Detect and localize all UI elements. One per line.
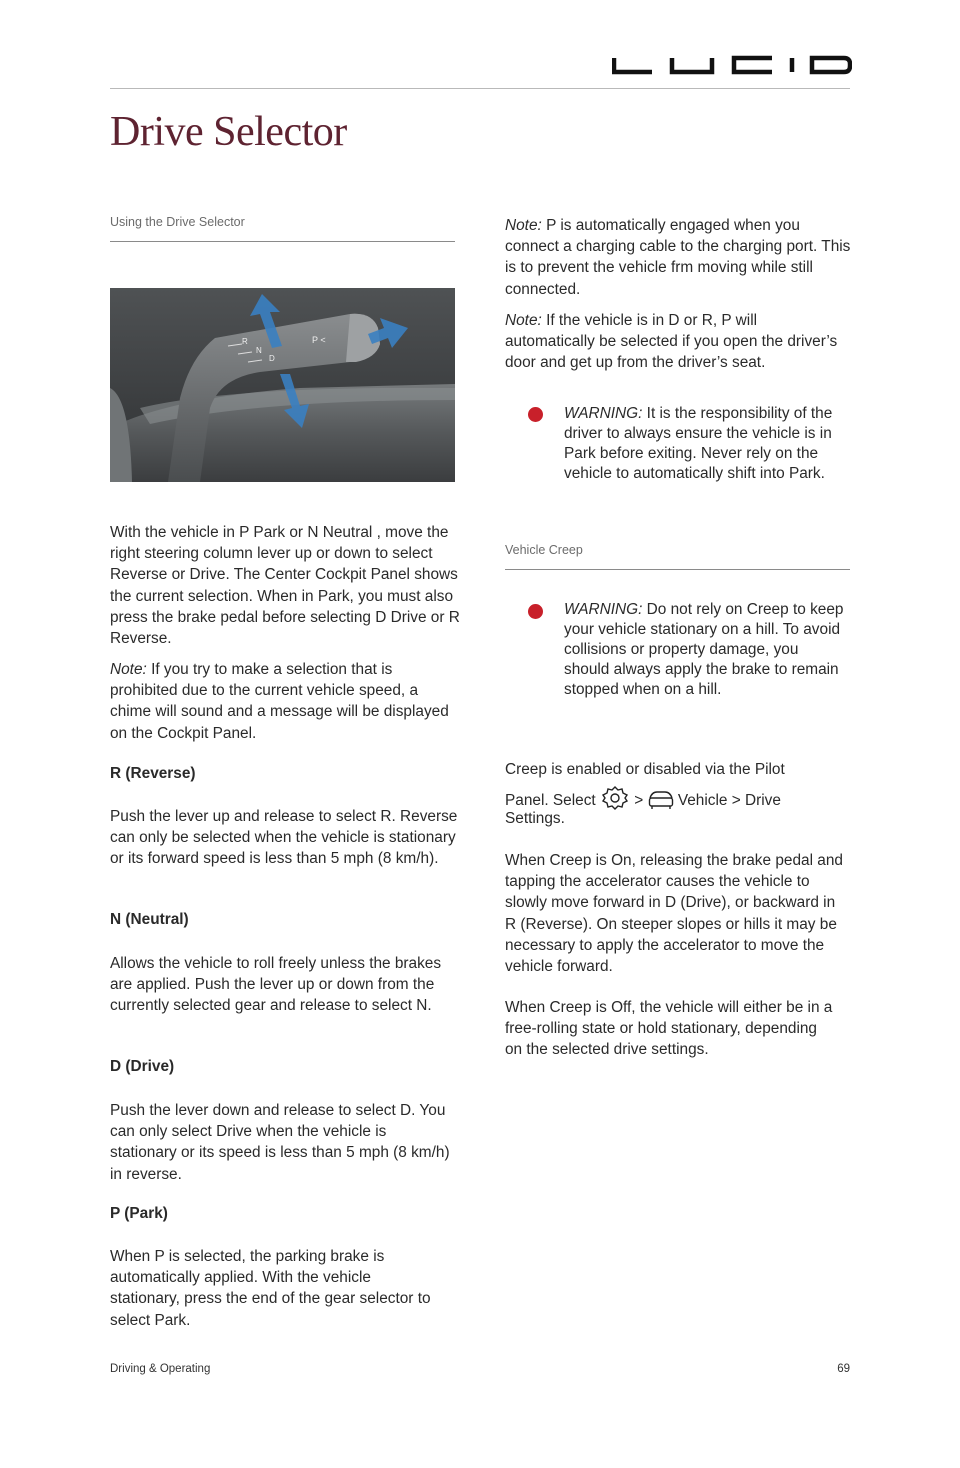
neutral-paragraph: Allows the vehicle to roll freely unless the brakes are applied. Push the lever up or down from the currently selected gear and release to select N. bbox=[110, 955, 442, 1015]
car-icon bbox=[648, 789, 674, 811]
section-label-using: Using the Drive Selector bbox=[110, 215, 245, 229]
creep-on-paragraph: When Creep is On, releasing the brake pedal and tapping the accelerator causes the vehicle to slowly move forward in D (Drive), or backward in R (Reverse). On steeper slopes or hills it may be necessary to apply the accelerator to move the vehicle forward. bbox=[505, 852, 843, 976]
page-title: Drive Selector bbox=[110, 109, 347, 155]
warning-icon bbox=[528, 407, 543, 422]
section-label-creep: Vehicle Creep bbox=[505, 543, 583, 557]
park-paragraph: When P is selected, the parking brake is automatically applied. With the vehicle stationary, press the end of the gear selector to select Park. bbox=[110, 1248, 431, 1329]
warning-creep: WARNING: Do not rely on Creep to keep your vehicle stationary on a hill. To avoid collisions or property damage, you should always apply the brake to remain stopped when on a hill. bbox=[564, 601, 844, 698]
page-number: 69 bbox=[837, 1363, 850, 1375]
gear-icon bbox=[600, 785, 630, 811]
note-door: Note: If the vehicle is in D or R, P will automatically be selected if you open the driver’s door and get up from the driver’s seat. bbox=[505, 312, 838, 372]
header-divider bbox=[110, 88, 850, 89]
lucid-logo bbox=[612, 50, 852, 80]
creep-line-2: Panel. Select > Vehicle > Drive bbox=[505, 785, 781, 811]
heading-neutral: N (Neutral) bbox=[110, 911, 189, 928]
gear-label-r: R bbox=[242, 337, 248, 346]
heading-drive: D (Drive) bbox=[110, 1058, 175, 1075]
creep-off-paragraph: When Creep is Off, the vehicle will either be in a free-rolling state or hold stationary, depending on the selected drive settings. bbox=[505, 999, 833, 1059]
drive-paragraph: Push the lever down and release to select D. You can only select Drive when the vehicle is stationary or its speed is less than 5 mph (8 km/h) in reverse. bbox=[110, 1102, 450, 1183]
footer-section: Driving & Operating bbox=[110, 1363, 211, 1375]
note-speed: Note: If you try to make a selection that is prohibited due to the current vehicle speed, a chime will sound and a message will be displayed on the Cockpit Panel. bbox=[110, 661, 449, 742]
section-divider bbox=[110, 241, 455, 242]
gear-label-d: D bbox=[269, 354, 275, 363]
gear-label-p: P < bbox=[312, 335, 326, 345]
heading-reverse: R (Reverse) bbox=[110, 765, 196, 782]
warning-icon bbox=[528, 604, 543, 619]
warning-park: WARNING: It is the responsibility of the driver to always ensure the vehicle is in Park before exiting. Never rely on the vehicle to automatically shift into Park. bbox=[564, 405, 833, 482]
creep-line-3: Settings. bbox=[505, 810, 565, 827]
creep-line-1: Creep is enabled or disabled via the Pilot bbox=[505, 761, 785, 778]
drive-selector-illustration bbox=[110, 288, 455, 482]
svg-text:LUCID: LUCID bbox=[612, 79, 616, 80]
gear-label-n: N bbox=[256, 346, 262, 355]
note-charging: Note: P is automatically engaged when you connect a charging cable to the charging port. This is to prevent the vehicle frm moving while still connected. bbox=[505, 217, 851, 298]
heading-park: P (Park) bbox=[110, 1205, 168, 1222]
reverse-paragraph: Push the lever up and release to select R. Reverse can only be selected when the vehicle is stationary or its forward speed is less than 5 mph (8 km/h). bbox=[110, 808, 458, 868]
intro-paragraph: With the vehicle in P Park or N Neutral , move the right steering column lever up or down to select Reverse or Drive. The Center Cockpit Panel shows the current selection. When in Park, you must also press the brake pedal before selecting D Drive or R Reverse. bbox=[110, 524, 460, 648]
section-divider bbox=[505, 569, 850, 570]
